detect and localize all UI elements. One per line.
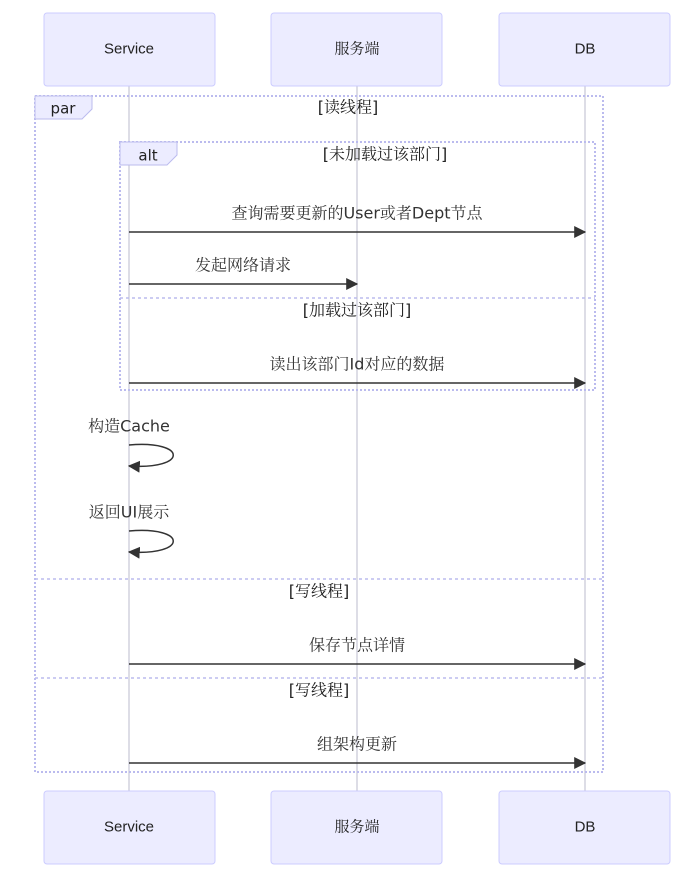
message-label: 构造Cache	[88, 416, 170, 436]
par-section-read: [读线程]	[317, 97, 379, 117]
message-return-ui	[89, 503, 173, 553]
alt-section-not-loaded: [未加载过该部门]	[322, 144, 448, 164]
actor-label: Service	[103, 40, 155, 58]
par-section-write-2: [写线程]	[288, 680, 350, 700]
message-label: 读出该部门Id对应的数据	[269, 354, 445, 374]
message-network-request	[129, 256, 357, 285]
actor-service-top	[44, 13, 215, 86]
actor-label: 服务端	[334, 40, 380, 58]
actor-server-bottom	[271, 791, 442, 864]
self-message-arrow	[129, 444, 173, 466]
alt-section-loaded: [加载过该部门]	[302, 300, 412, 320]
message-label: 保存节点详情	[308, 635, 406, 655]
actor-label: DB	[574, 40, 596, 58]
actor-label: DB	[574, 818, 596, 836]
message-label: 返回UI展示	[88, 502, 170, 522]
message-label: 查询需要更新的User或者Dept节点	[231, 203, 483, 223]
actor-server-top	[271, 13, 442, 86]
message-build-cache	[88, 417, 173, 467]
message-label: 发起网络请求	[194, 255, 292, 275]
message-label: 组架构更新	[316, 734, 398, 754]
self-message-arrow	[129, 530, 173, 552]
actor-db-top	[499, 13, 670, 86]
par-keyword: par	[50, 99, 76, 118]
actor-label: 服务端	[334, 818, 380, 836]
alt-keyword: alt	[138, 146, 158, 165]
actor-db-bottom	[499, 791, 670, 864]
actor-service-bottom	[44, 791, 215, 864]
par-section-write-1: [写线程]	[288, 581, 350, 601]
actor-label: Service	[103, 818, 155, 836]
